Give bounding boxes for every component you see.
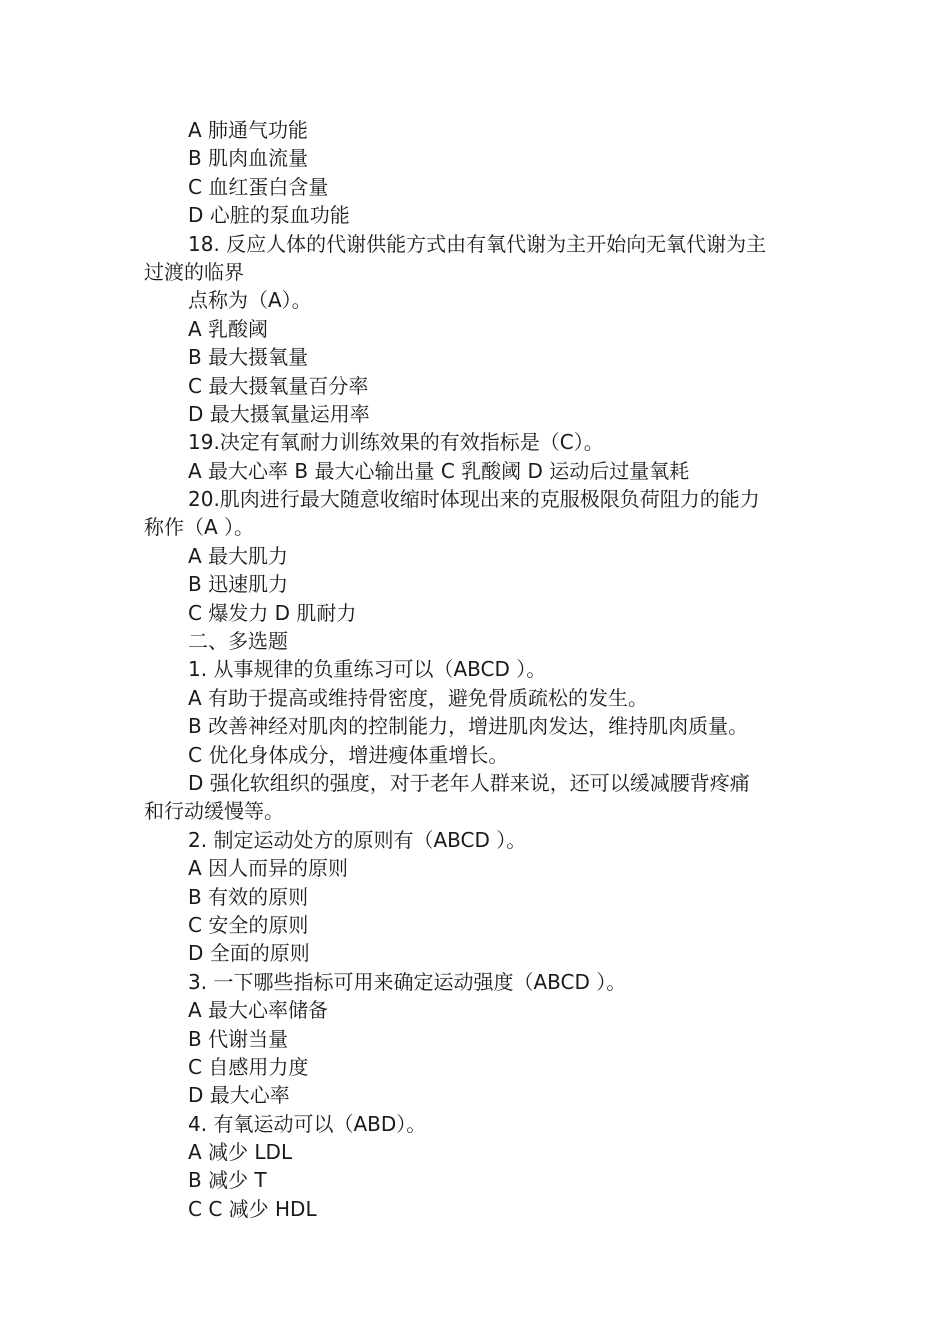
- document-line: 点称为（A）。: [188, 288, 312, 313]
- document-line: 过渡的临界: [144, 259, 244, 284]
- document-line: A 有助于提高或维持骨密度，避免骨质疏松的发生。: [188, 685, 649, 710]
- document-line: B 最大摄氧量: [188, 345, 309, 370]
- document-line: A 乳酸阈: [188, 316, 269, 341]
- document-line: D 全面的原则: [188, 941, 310, 966]
- document-line: A 最大肌力: [188, 543, 289, 568]
- document-line: 3. 一下哪些指标可用来确定运动强度（ABCD ）。: [188, 969, 627, 994]
- document-line: C 爆发力 D 肌耐力: [188, 600, 357, 625]
- document-line: C 血红蛋白含量: [188, 174, 329, 199]
- document-line: D 强化软组织的强度，对于老年人群来说，还可以缓减腰背疼痛: [188, 770, 750, 795]
- document-line: 二、多选题: [188, 629, 288, 654]
- document-line: A 最大心率储备: [188, 998, 329, 1023]
- document-line: B 减少 T: [188, 1168, 267, 1193]
- document-line: C 最大摄氧量百分率: [188, 373, 369, 398]
- document-line: B 改善神经对肌肉的控制能力，增进肌肉发达，维持肌肉质量。: [188, 714, 749, 739]
- document-line: C 优化身体成分，增进瘦体重增长。: [188, 742, 509, 767]
- document-line: D 最大摄氧量运用率: [188, 401, 370, 426]
- document-line: C 自感用力度: [188, 1054, 309, 1079]
- document-line: 1. 从事规律的负重练习可以（ABCD ）。: [188, 657, 547, 682]
- document-line: 20.肌肉进行最大随意收缩时体现出来的克服极限负荷阻力的能力: [188, 487, 760, 512]
- document-line: D 最大心率: [188, 1083, 290, 1108]
- document-line: A 最大心率 B 最大心输出量 C 乳酸阈 D 运动后过量氧耗: [188, 458, 690, 483]
- document-line: B 代谢当量: [188, 1026, 289, 1051]
- document-line: C 安全的原则: [188, 912, 309, 937]
- document-line: A 肺通气功能: [188, 118, 309, 142]
- document-line: C C 减少 HDL: [188, 1196, 317, 1221]
- document-line: 4. 有氧运动可以（ABD）。: [188, 1111, 427, 1136]
- document-line: 2. 制定运动处方的原则有（ABCD ）。: [188, 827, 527, 852]
- document-line: 称作（A ）。: [144, 515, 255, 540]
- document-line: 19.决定有氧耐力训练效果的有效指标是（C）。: [188, 430, 604, 455]
- document-line: B 有效的原则: [188, 884, 309, 909]
- document-line: B 迅速肌力: [188, 572, 289, 597]
- document-body: [144, 116, 814, 1223]
- document-line: A 减少 LDL: [188, 1140, 293, 1165]
- document-line: A 因人而异的原则: [188, 856, 349, 881]
- document-line: 和行动缓慢等。: [144, 799, 284, 824]
- document-line: D 心脏的泵血功能: [188, 203, 350, 228]
- document-line: B 肌肉血流量: [188, 146, 309, 171]
- document-line: 18. 反应人体的代谢供能方式由有氧代谢为主开始向无氧代谢为主: [188, 231, 767, 256]
